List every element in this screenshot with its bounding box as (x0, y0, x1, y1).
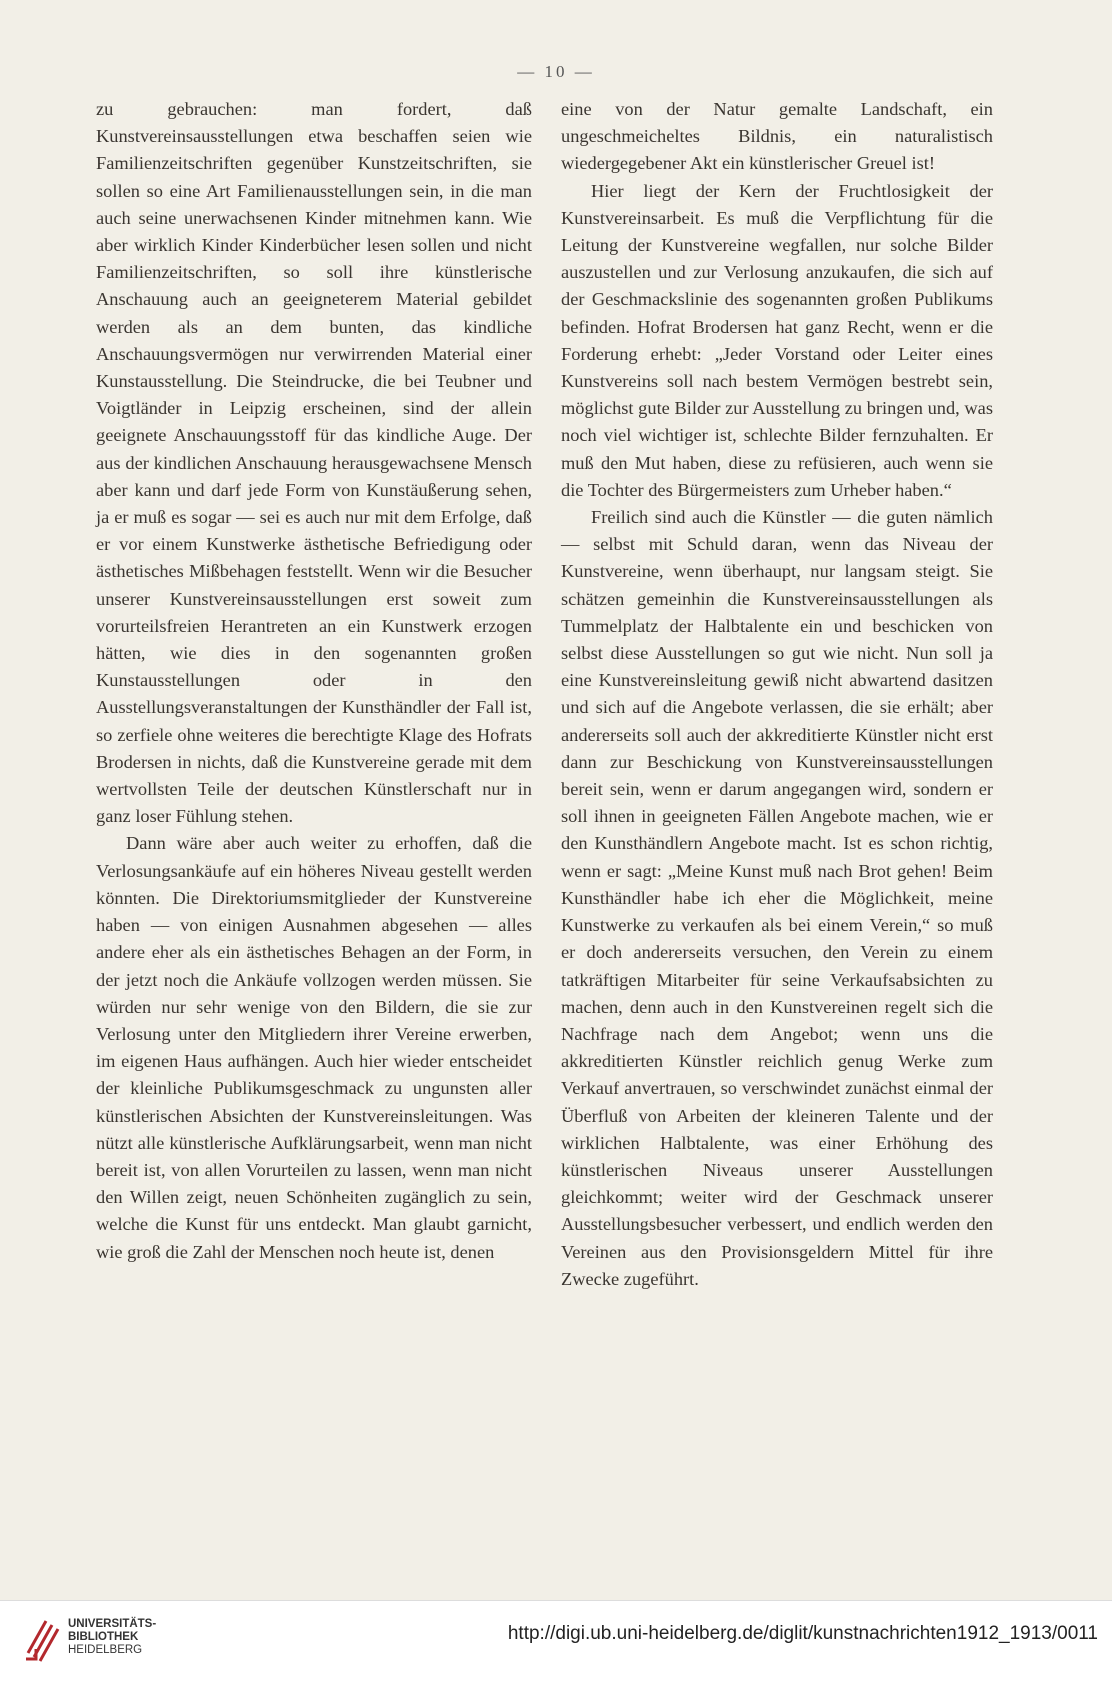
paragraph: zu gebrauchen: man fordert, daß Kunstvereinsausstellungen etwa beschaffen seien wie Familienzeitschriften gegenüber Kunstzeitschriften, sie sollen so eine Art Familienausstellungen sein, in die man auch seine unerwachsenen Kinder mitnehmen kann. Wie aber wirklich Kinder Kinderbücher lesen sollen und nicht Familienzeitschriften, so soll ihre künstlerische Anschauung auch an geeigneterem Material gebildet werden als an dem bunten, das kindliche Anschauungsvermögen nur verwirrenden Material einer Kunstausstellung. Die Steindrucke, die bei Teubner und Voigtländer in Leipzig erscheinen, sind der allein geeignete Anschauungsstoff für das kindliche Auge. Der aus der kindlichen Anschauung herausgewachsene Mensch aber kann und darf jede Form von Kunstäußerung sehen, ja er muß es sogar — sei es auch nur mit dem Erfolge, daß er vor einem Kunstwerke ästhetische Befriedigung oder ästhetisches Mißbehagen feststellt. Wenn wir die Besucher unserer Kunstvereinsausstellungen erst soweit zum vorurteilsfreien Herantreten an ein Kunstwerk erzogen hätten, wie dies in den sogenannten großen Kunstausstellungen oder in den Ausstellungsveranstaltungen der Kunsthändler der Fall ist, so zerfiele ohne weiteres die berechtigte Klage des Hofrats Brodersen in nichts, daß die Kunstvereine gerade mit dem wertvollsten Teile der deutschen Künstlerschaft nur in ganz loser Fühlung stehen. (96, 99, 532, 827)
source-url-link[interactable]: http://digi.ub.uni-heidelberg.de/diglit/kunstnachrichten1912_1913/0011 (507, 1623, 1098, 1644)
left-column (96, 96, 532, 1266)
right-column (561, 96, 993, 1293)
paragraph: Freilich sind auch die Künstler — die guten nämlich — selbst mit Schuld daran, wenn das Niveau der Kunstvereine, wenn überhaupt, nur langsam steigt. Sie schätzen gemeinhin die Kunstvereinsausstellungen als Tummelplatz der Halbtalente ein und beschicken von selbst diese Ausstellungen so gut wie nicht. Nun soll ja eine Kunstvereinsleitung gewiß nicht abwartend dasitzen und sich auf die Angebote verlassen, die sie erhält; aber andererseits soll auch der akkreditierte Künstler nicht erst dann zur Beschickung von Kunstvereinsausstellungen bereit sein, wenn er darum angegangen wird, sondern er soll ihnen in geeigneten Fällen Angebote machen, wie er den Kunsthändlern Angebote macht. Ist es schon richtig, wenn er sagt: „Meine Kunst muß nach Brot gehen! Beim Kunsthändler habe ich eher die Möglichkeit, meine Kunstwerke zu verkaufen als bei einem Verein,“ so muß er doch andererseits versuchen, den Verein zu einem tatkräftigen Mitarbeiter für seine Verkaufsabsichten zu machen, denn auch in den Kunstvereinen regelt sich die Nachfrage nach dem Angebot; wenn uns die akkreditierten Künstler reichlich genug Werke zum Verkauf anvertrauen, so verschwindet zunächst einmal der Überfluß von Arbeiten der kleineren Talente und der wirklichen Halbtalente, was einer Erhöhung des künstlerischen Niveaus unserer Ausstellungen gleichkommt; weiter wird der Geschmack unserer Ausstellungsbesucher verbessert, und endlich werden den Vereinen aus den Provisionsgeldern Mittel für ihre Zwecke zugeführt. (561, 507, 993, 1289)
paragraph: eine von der Natur gemalte Landschaft, ein ungeschmeicheltes Bildnis, ein naturalistisch wiedergegebener Akt ein künstlerischer Greuel ist! (561, 99, 993, 174)
library-name (68, 1618, 156, 1657)
library-name-line: UNIVERSITÄTS- (68, 1618, 157, 1630)
footer-bar (0, 1600, 1112, 1682)
library-name-line: HEIDELBERG (68, 1644, 143, 1656)
library-logo-icon (22, 1613, 62, 1665)
library-name-line: BIBLIOTHEK (68, 1631, 139, 1643)
paragraph: Dann wäre aber auch weiter zu erhoffen, daß die Verlosungsankäufe auf ein höheres Niveau gestellt werden könnten. Die Direktoriumsmitglieder der Kunstvereine haben — von einigen Ausnahmen abgesehen — alles andere eher als ein ästhetisches Behagen an der Form, in der jetzt noch die Ankäufe vollzogen werden müssen. Sie würden nur sehr wenige von den Bildern, die sie zur Verlosung unter den Mitgliedern ihrer Vereine erwerben, im eigenen Haus aufhängen. Auch hier wieder entscheidet der kleinliche Publikumsgeschmack zu ungunsten aller künstlerischen Absichten der Kunstvereinsleitungen. Was nützt alle künstlerische Aufklärungsarbeit, wenn man nicht bereit ist, von allen Vorurteilen zu lassen, wenn man nicht den Willen zeigt, neuen Schönheiten zugänglich zu sein, welche die Kunst für uns entdeckt. Man glaubt garnicht, wie groß die Zahl der Menschen noch heute ist, denen (96, 833, 532, 1262)
page-number: — 10 — (517, 62, 595, 81)
paragraph: Hier liegt der Kern der Fruchtlosigkeit der Kunstvereinsarbeit. Es muß die Verpflichtung für die Leitung der Kunstvereine wegfallen, nur solche Bilder auszustellen und zur Verlosung anzukaufen, die sich auf der Geschmackslinie des sogenannten großen Publikums befinden. Hofrat Brodersen hat ganz Recht, wenn er die Forderung erhebt: „Jeder Vorstand oder Leiter eines Kunstvereins soll nach bestem Vermögen bestrebt sein, möglichst gute Bilder zur Ausstellung zu bringen und, was noch viel wichtiger ist, schlechte Bilder fernzuhalten. Er muß den Mut haben, diese zu refüsieren, auch wenn sie die Tochter des Bürgermeisters zum Urheber haben.“ (561, 180, 993, 500)
